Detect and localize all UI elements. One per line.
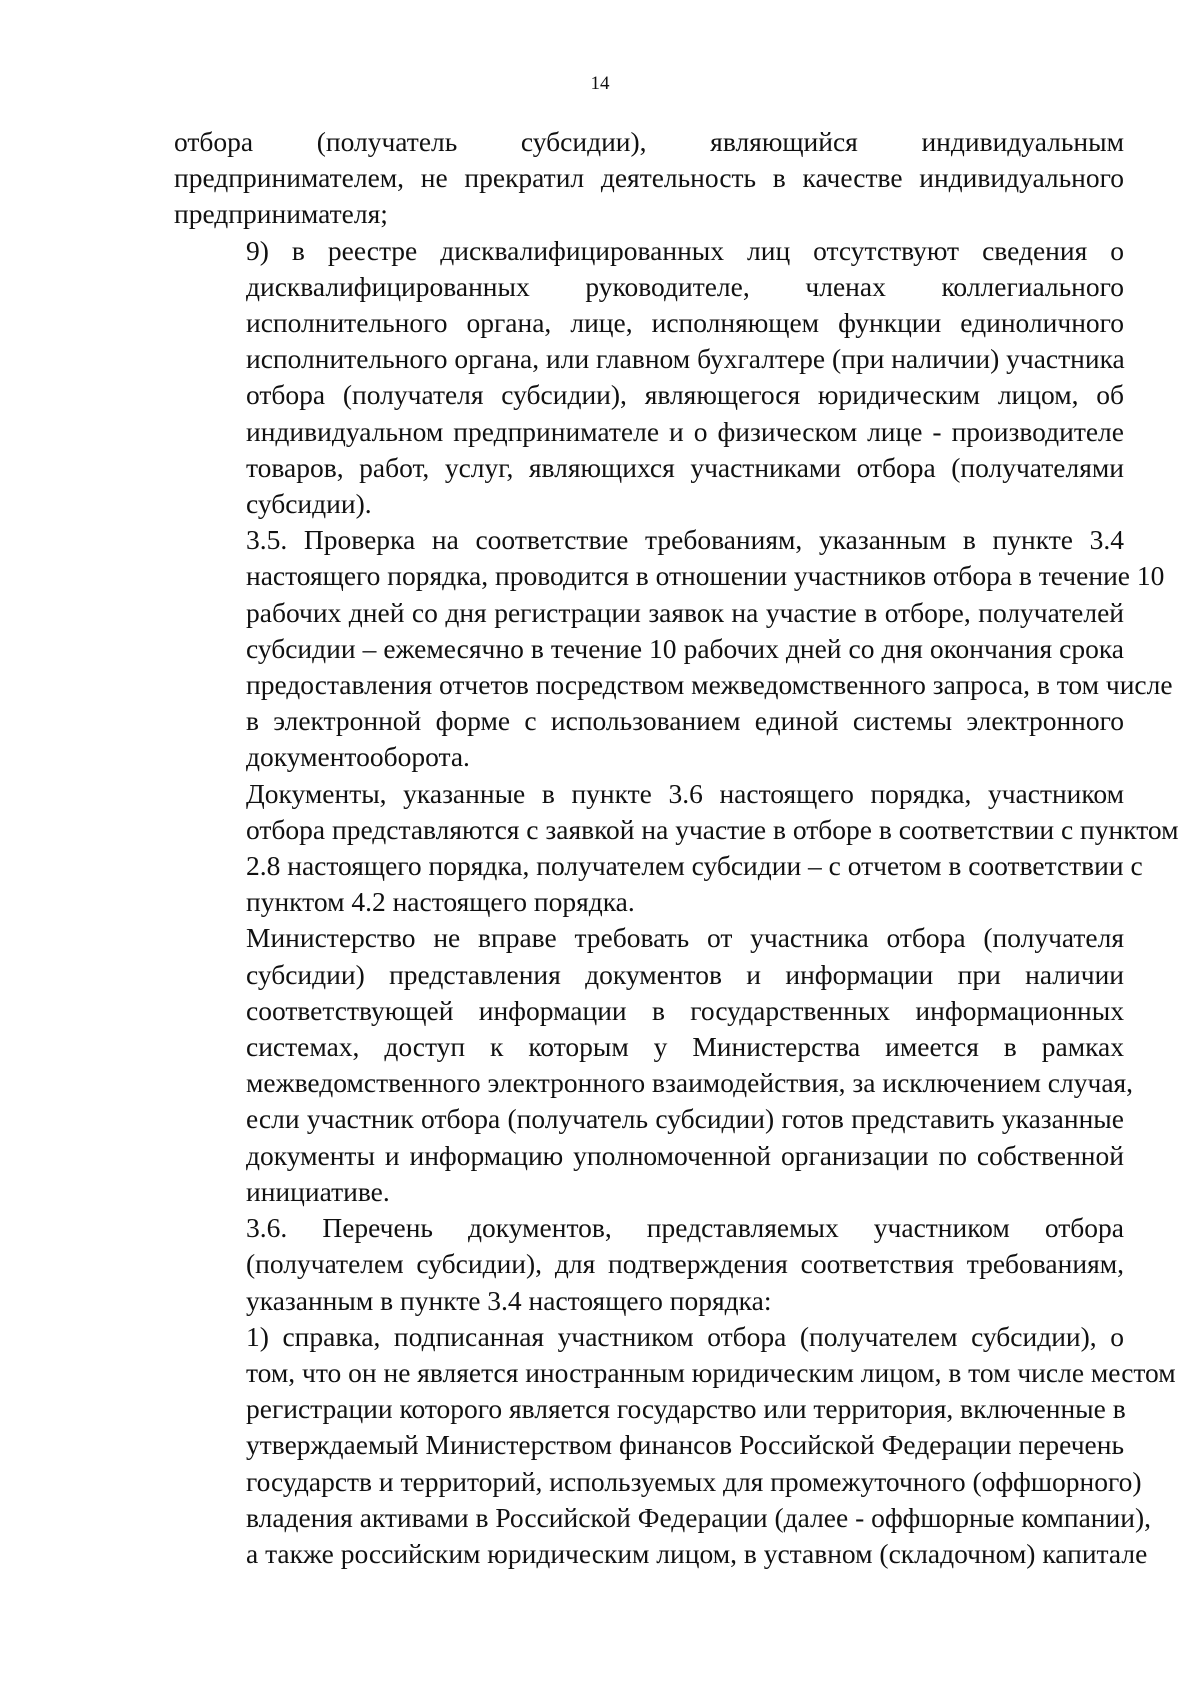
text-line: 9) в реестре дисквалифицированных лиц отсутствуют сведения о bbox=[246, 234, 1124, 266]
text-line: товаров, работ, услуг, являющихся участниками отбора (получателями bbox=[246, 451, 1124, 483]
text-line: субсидии) представления документов и информации при наличии bbox=[246, 958, 1124, 990]
text-line: субсидии – ежемесячно в течение 10 рабочих дней со дня окончания срока bbox=[246, 632, 1124, 664]
text-line: предоставления отчетов посредством межведомственного запроса, в том числе bbox=[246, 669, 1173, 701]
text-line: межведомственного электронного взаимодействия, за исключением случая, bbox=[246, 1067, 1134, 1099]
text-line: индивидуальном предпринимателе и о физическом лице - производителе bbox=[246, 415, 1124, 447]
text-line: Документы, указанные в пункте 3.6 настоящего порядка, участником bbox=[246, 777, 1124, 809]
paragraph bbox=[174, 1319, 1176, 1572]
text-line: Министерство не вправе требовать от участника отбора (получателя bbox=[246, 922, 1124, 954]
text-line: исполнительного органа, или главном бухгалтере (при наличии) участника bbox=[246, 343, 1125, 375]
text-line: предпринимателем, не прекратил деятельность в качестве индивидуального bbox=[174, 162, 1124, 194]
text-line: отбора (получателя субсидии), являющегося юридическим лицом, об bbox=[246, 379, 1124, 411]
text-line: отбора представляются с заявкой на участие в отборе в соответствии с пунктом bbox=[246, 813, 1179, 845]
paragraph bbox=[174, 233, 1124, 523]
text-line: настоящего порядка, проводится в отношении участников отбора в течение 10 bbox=[246, 560, 1165, 592]
text-line: соответствующей информации в государственных информационных bbox=[246, 994, 1124, 1026]
page-number: 14 bbox=[590, 73, 610, 94]
text-line: том, что он не является иностранным юридическим лицом, в том числе местом bbox=[246, 1356, 1176, 1388]
text-line: 3.6. Перечень документов, представляемых участником отбора bbox=[246, 1212, 1124, 1244]
paragraph bbox=[174, 776, 1179, 921]
text-line: а также российским юридическим лицом, в уставном (складочном) капитале bbox=[246, 1537, 1148, 1569]
text-line: 2.8 настоящего порядка, получателем субсидии – с отчетом в соответствии с bbox=[246, 850, 1143, 882]
text-line: (получателем субсидии), для подтверждения соответствия требованиям, bbox=[246, 1248, 1124, 1280]
text-line: указанным в пункте 3.4 настоящего порядка: bbox=[246, 1284, 772, 1316]
text-line: 3.5. Проверка на соответствие требованиям, указанным в пункте 3.4 bbox=[246, 524, 1124, 556]
text-line: документооборота. bbox=[246, 741, 470, 773]
text-line: регистрации которого является государство или территория, включенные в bbox=[246, 1393, 1126, 1425]
text-line: утверждаемый Министерством финансов Российской Федерации перечень bbox=[246, 1429, 1124, 1461]
paragraph bbox=[174, 920, 1134, 1210]
paragraph bbox=[174, 124, 1124, 233]
text-line: государств и территорий, используемых для промежуточного (оффшорного) bbox=[246, 1465, 1142, 1497]
text-line: в электронной форме с использованием единой системы электронного bbox=[246, 705, 1124, 737]
text-line: документы и информацию уполномоченной организации по собственной bbox=[246, 1139, 1124, 1171]
text-line: инициативе. bbox=[246, 1175, 390, 1207]
text-line: субсидии). bbox=[246, 488, 372, 520]
document-body bbox=[174, 124, 1179, 1572]
text-line: системах, доступ к которым у Министерства имеется в рамках bbox=[246, 1031, 1124, 1063]
text-line: пунктом 4.2 настоящего порядка. bbox=[246, 886, 635, 918]
text-line: исполнительного органа, лице, исполняющем функции единоличного bbox=[246, 307, 1124, 339]
text-line: отбора (получатель субсидии), являющийся индивидуальным bbox=[174, 126, 1124, 157]
paragraph bbox=[174, 522, 1173, 775]
text-line: предпринимателя; bbox=[174, 198, 388, 230]
text-line: владения активами в Российской Федерации (далее - оффшорные компании), bbox=[246, 1501, 1151, 1533]
paragraph bbox=[174, 1210, 1124, 1319]
text-line: рабочих дней со дня регистрации заявок на участие в отборе, получателей bbox=[246, 596, 1124, 628]
text-line: 1) справка, подписанная участником отбора (получателем субсидии), о bbox=[246, 1320, 1124, 1352]
text-line: если участник отбора (получатель субсидии) готов представить указанные bbox=[246, 1103, 1124, 1135]
text-line: дисквалифицированных руководителе, членах коллегиального bbox=[246, 270, 1124, 302]
